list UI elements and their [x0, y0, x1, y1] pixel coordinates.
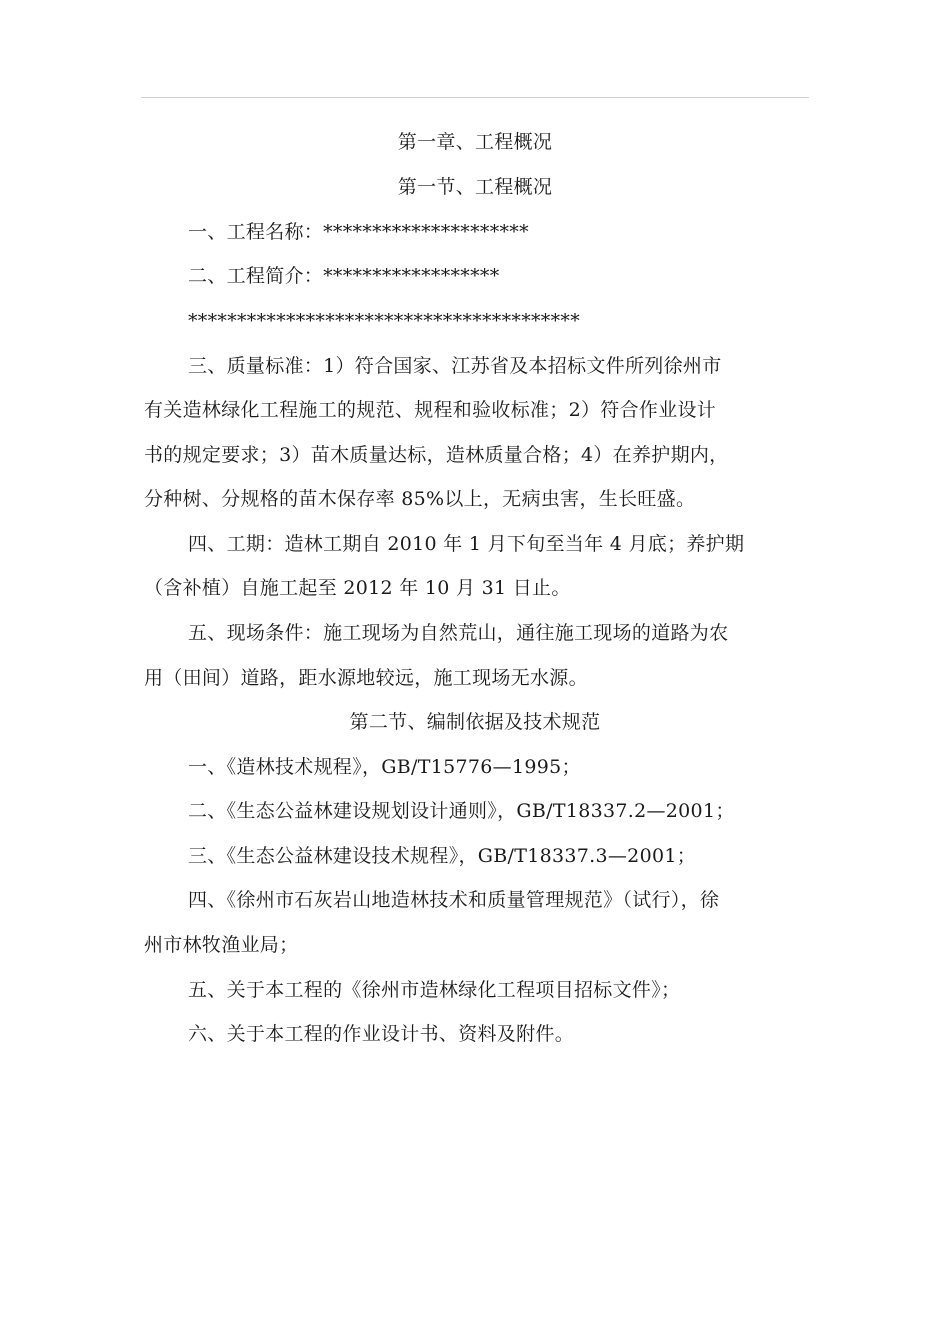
site-conditions-line-1: 五、现场条件：施工现场为自然荒山，通往施工现场的道路为农 — [188, 622, 729, 644]
project-name-line: 一、工程名称：********************* — [188, 221, 529, 243]
header-rule — [141, 97, 809, 98]
basis-item-6: 六、关于本工程的作业设计书、资料及附件。 — [188, 1023, 575, 1045]
basis-item-2: 二、《生态公益林建设规划设计通则》，GB/T18337.2—2001； — [188, 800, 735, 822]
project-intro-line: 二、工程简介：****************** — [188, 265, 500, 287]
basis-item-5: 五、关于本工程的《徐州市造林绿化工程项目招标文件》； — [188, 979, 681, 1001]
construction-period-line-1: 四、工期：造林工期自 2010 年 1 月下旬至当年 4 月底；养护期 — [188, 533, 745, 555]
section-title-2: 第二节、编制依据及技术规范 — [349, 711, 601, 733]
chapter-title: 第一章、工程概况 — [397, 131, 553, 153]
section-title-1: 第一节、工程概况 — [397, 176, 553, 198]
quality-standard-line-2: 有关造林绿化工程施工的规范、规程和验收标准；2）符合作业设计 — [144, 399, 717, 421]
site-conditions-line-2: 用（田间）道路，距水源地较远，施工现场无水源。 — [144, 667, 588, 689]
basis-item-3: 三、《生态公益林建设技术规程》，GB/T18337.3—2001； — [188, 845, 697, 867]
quality-standard-line-4: 分种树、分规格的苗木保存率 85%以上，无病虫害，生长旺盛。 — [144, 488, 696, 510]
basis-item-4-line-1: 四、《徐州市石灰岩山地造林技术和质量管理规范》（试行），徐 — [188, 889, 720, 911]
basis-item-1: 一、《造林技术规程》，GB/T15776—1995； — [188, 756, 581, 778]
quality-standard-line-3: 书的规定要求；3）苗木质量达标，造林质量合格；4）在养护期内， — [144, 444, 729, 466]
project-intro-continued: **************************************** — [188, 310, 580, 332]
quality-standard-line-1: 三、质量标准：1）符合国家、江苏省及本招标文件所列徐州市 — [188, 355, 722, 377]
construction-period-line-2: （含补植）自施工起至 2012 年 10 月 31 日止。 — [144, 577, 571, 599]
basis-item-4-line-2: 州市林牧渔业局； — [144, 934, 299, 956]
